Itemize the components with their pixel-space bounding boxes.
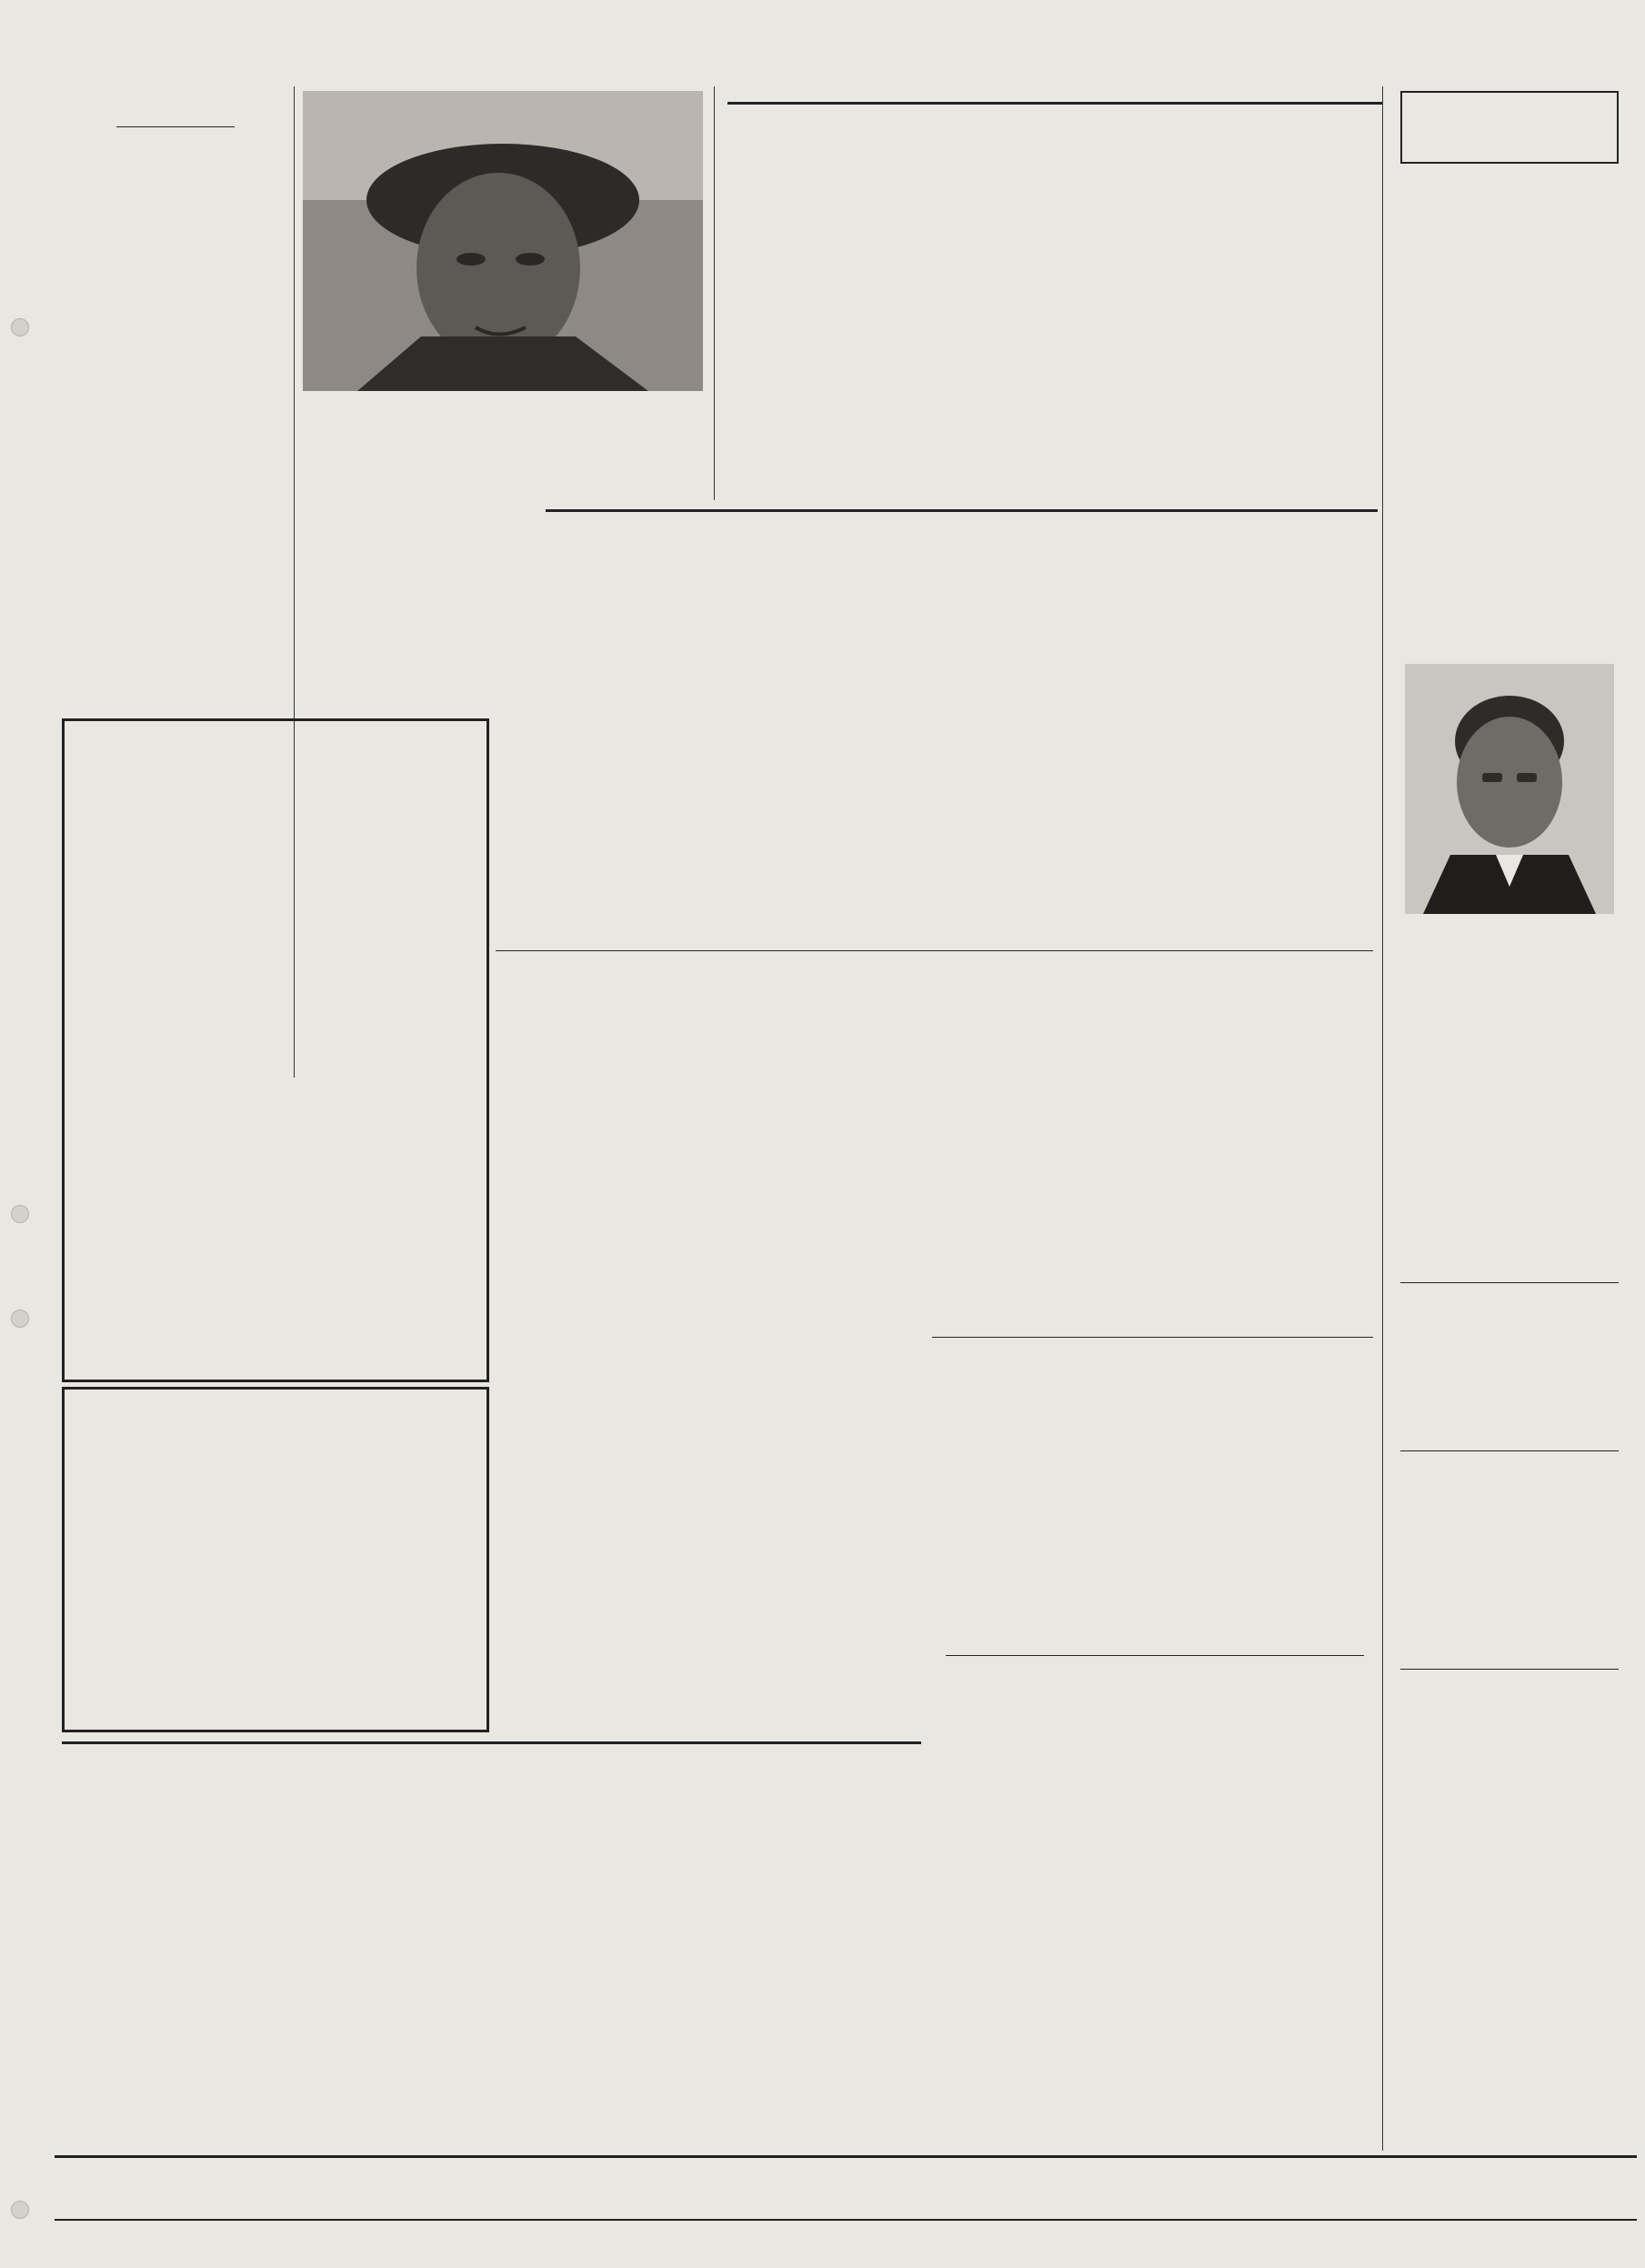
binder-hole-icon (11, 1310, 29, 1328)
ideology-col-4 (1228, 2228, 1628, 2264)
plyusy-col-3 (932, 1028, 1137, 1273)
adylov-body-2 (1396, 918, 1623, 1273)
vesna-col-2 (714, 673, 918, 946)
gruzy-col-3 (498, 1819, 703, 2137)
istoki-signature-block (1150, 432, 1369, 436)
istoki-col-1 (732, 164, 928, 491)
vesna-col-4 (1150, 673, 1369, 1237)
commission-body (1400, 1732, 1623, 1878)
kvartal-body (75, 1441, 270, 1719)
vesna-col-1 (496, 673, 700, 946)
gruzy-signature-block (717, 2119, 921, 2122)
adylov-title-box (1400, 91, 1619, 164)
kvartal-signature-block (284, 1673, 479, 1677)
ideology-col-3 (873, 2228, 1219, 2264)
istoki-article (727, 80, 1382, 93)
ideology-col-1 (62, 2228, 444, 2264)
adylov-portrait-photo (1405, 664, 1614, 914)
vesna-signature-block (1150, 1209, 1369, 1213)
binder-hole-icon (11, 2201, 29, 2219)
otlichny-body (75, 800, 270, 1364)
ideology-col-2 (464, 2228, 864, 2264)
gruzy-col-4 (717, 1819, 921, 2119)
otlichny-body-2 (284, 800, 479, 1337)
worker-portrait-photo (303, 91, 703, 391)
binder-hole-icon (11, 318, 29, 336)
plyusy-col-2 (714, 1028, 918, 1719)
vybory-body (946, 1696, 1364, 1805)
istoki-col-3 (1150, 164, 1369, 373)
plyusy-signature-1-block (932, 1282, 1137, 1286)
gruzy-col-2 (280, 1819, 485, 2137)
vesna-col-3 (932, 673, 1137, 946)
kvartal-body-2 (284, 1441, 479, 1664)
plyusy-signature-2-block (1150, 1282, 1369, 1286)
adylov-body (1396, 186, 1623, 659)
plyusy-col-1 (496, 1028, 700, 1719)
ck-body (1400, 1523, 1623, 1660)
istoki-col-2 (941, 164, 1137, 491)
adylov-names (1400, 1291, 1619, 1441)
binder-hole-icon (11, 1205, 29, 1223)
adylov-title (1402, 93, 1617, 98)
gruzy-col-1 (62, 1819, 266, 2137)
